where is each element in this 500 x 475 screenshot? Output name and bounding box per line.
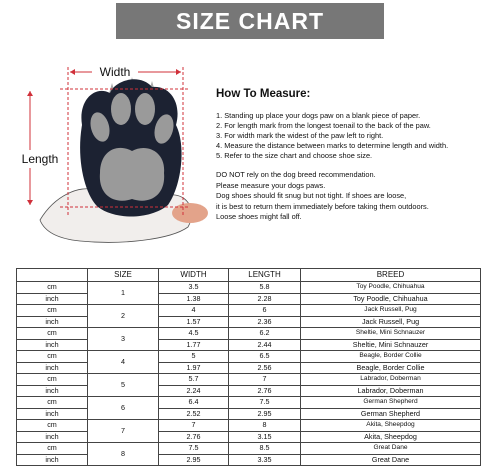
width-cell: 7.5: [159, 443, 229, 455]
width-cell: 2.24: [159, 385, 229, 397]
thumb: [172, 203, 208, 223]
header-length: LENGTH: [229, 269, 301, 282]
unit-cell: inch: [17, 408, 88, 420]
table-row: [17, 431, 481, 443]
table-row: [17, 328, 481, 340]
length-cell: 2.95: [229, 408, 301, 420]
how-to-measure-section: [216, 88, 496, 223]
width-cell: 5: [159, 351, 229, 363]
breed-cell: Toy Poodle, Chihuahua: [301, 282, 481, 294]
length-cell: 3.15: [229, 431, 301, 443]
length-cell: 5.8: [229, 282, 301, 294]
length-cell: 2.76: [229, 385, 301, 397]
length-cell: 7.5: [229, 397, 301, 409]
size-cell: 8: [88, 443, 159, 466]
width-cell: 3.5: [159, 282, 229, 294]
unit-cell: cm: [17, 305, 88, 317]
width-cell: 7: [159, 420, 229, 432]
size-table-body: [17, 282, 481, 466]
size-cell: 6: [88, 397, 159, 420]
how-to-measure-title: How To Measure:: [216, 88, 311, 100]
step-item: 3. For width mark the widest of the paw left to right.: [216, 131, 384, 140]
width-cell: 2.95: [159, 454, 229, 466]
width-cell: 4: [159, 305, 229, 317]
table-row: [17, 282, 481, 294]
breed-cell: Beagle, Border Collie: [301, 351, 481, 363]
width-cell: 2.52: [159, 408, 229, 420]
width-cell: 4.5: [159, 328, 229, 340]
step-item: 1. Standing up place your dogs paw on a blank piece of paper.: [216, 111, 421, 120]
note-line: Dog shoes should fit snug but not tight. If shoes are loose,: [216, 191, 407, 200]
table-row: [17, 397, 481, 409]
length-cell: 6: [229, 305, 301, 317]
breed-cell: Great Dane: [301, 443, 481, 455]
table-row: [17, 293, 481, 305]
breed-cell: Jack Russell, Pug: [301, 305, 481, 317]
size-table: [16, 268, 481, 466]
step-item: 2. For length mark from the longest toenail to the back of the paw.: [216, 121, 431, 130]
unit-cell: inch: [17, 339, 88, 351]
breed-cell: Sheltie, Mini Schnauzer: [301, 339, 481, 351]
breed-cell: Labrador, Doberman: [301, 374, 481, 386]
size-chart-title: SIZE CHART: [176, 7, 324, 34]
unit-cell: inch: [17, 385, 88, 397]
width-cell: 5.7: [159, 374, 229, 386]
note-line: Loose shoes might fall off.: [216, 212, 302, 221]
table-row: [17, 385, 481, 397]
table-row: [17, 316, 481, 328]
unit-cell: inch: [17, 454, 88, 466]
length-cell: 7: [229, 374, 301, 386]
length-cell: 6.5: [229, 351, 301, 363]
header-size: SIZE: [88, 269, 159, 282]
width-cell: 2.76: [159, 431, 229, 443]
header-width: WIDTH: [159, 269, 229, 282]
unit-cell: cm: [17, 397, 88, 409]
table-row: [17, 374, 481, 386]
unit-cell: cm: [17, 351, 88, 363]
width-label: Width: [99, 65, 131, 79]
note-line: DO NOT rely on the dog breed recommendation.: [216, 170, 376, 179]
measure-steps: [216, 111, 496, 161]
size-cell: 2: [88, 305, 159, 328]
width-cell: 1.57: [159, 316, 229, 328]
size-cell: 7: [88, 420, 159, 443]
size-cell: 4: [88, 351, 159, 374]
unit-cell: inch: [17, 293, 88, 305]
main-pad: [100, 148, 164, 201]
width-cell: 6.4: [159, 397, 229, 409]
length-cell: 3.35: [229, 454, 301, 466]
note-line: Please measure your dogs paws.: [216, 180, 326, 190]
step-item: 5. Refer to the size chart and choose shoe size.: [216, 151, 373, 160]
header-unit: [17, 269, 88, 282]
length-cell: 2.28: [229, 293, 301, 305]
breed-cell: Toy Poodle, Chihuahua: [301, 293, 481, 305]
length-cell: 2.56: [229, 362, 301, 374]
unit-cell: inch: [17, 362, 88, 374]
measure-notes: [216, 170, 496, 223]
unit-cell: cm: [17, 443, 88, 455]
table-row: [17, 420, 481, 432]
unit-cell: cm: [17, 328, 88, 340]
length-cell: 6.2: [229, 328, 301, 340]
breed-cell: German Shepherd: [301, 408, 481, 420]
note-line: it is best to return them immediately before taking them outdoors.: [216, 201, 429, 211]
length-cell: 8: [229, 420, 301, 432]
size-cell: 3: [88, 328, 159, 351]
toe-pad-2: [111, 93, 131, 125]
breed-cell: Akita, Sheepdog: [301, 431, 481, 443]
table-row: [17, 362, 481, 374]
width-cell: 1.97: [159, 362, 229, 374]
breed-cell: Labrador, Doberman: [301, 385, 481, 397]
length-cell: 2.44: [229, 339, 301, 351]
length-cell: 2.36: [229, 316, 301, 328]
unit-cell: cm: [17, 420, 88, 432]
width-cell: 1.38: [159, 293, 229, 305]
paw-illustration: [0, 55, 210, 255]
length-cell: 8.5: [229, 443, 301, 455]
table-row: [17, 351, 481, 363]
breed-cell: Jack Russell, Pug: [301, 316, 481, 328]
size-cell: 1: [88, 282, 159, 305]
breed-cell: Great Dane: [301, 454, 481, 466]
header-breed: BREED: [301, 269, 481, 282]
step-item: 4. Measure the distance between marks to determine length and width.: [216, 141, 449, 150]
table-row: [17, 443, 481, 455]
table-row: [17, 454, 481, 466]
table-row: [17, 408, 481, 420]
table-header-row: [17, 269, 481, 282]
size-chart-banner: [116, 3, 384, 39]
toe-pad-3: [135, 93, 155, 125]
size-cell: 5: [88, 374, 159, 397]
width-cell: 1.77: [159, 339, 229, 351]
breed-cell: Sheltie, Mini Schnauzer: [301, 328, 481, 340]
table-row: [17, 305, 481, 317]
unit-cell: inch: [17, 316, 88, 328]
unit-cell: cm: [17, 282, 88, 294]
table-row: [17, 339, 481, 351]
unit-cell: inch: [17, 431, 88, 443]
paw-measure-diagram: [0, 55, 210, 255]
breed-cell: German Shepherd: [301, 397, 481, 409]
unit-cell: cm: [17, 374, 88, 386]
breed-cell: Akita, Sheepdog: [301, 420, 481, 432]
breed-cell: Beagle, Border Collie: [301, 362, 481, 374]
length-label: Length: [21, 152, 59, 166]
